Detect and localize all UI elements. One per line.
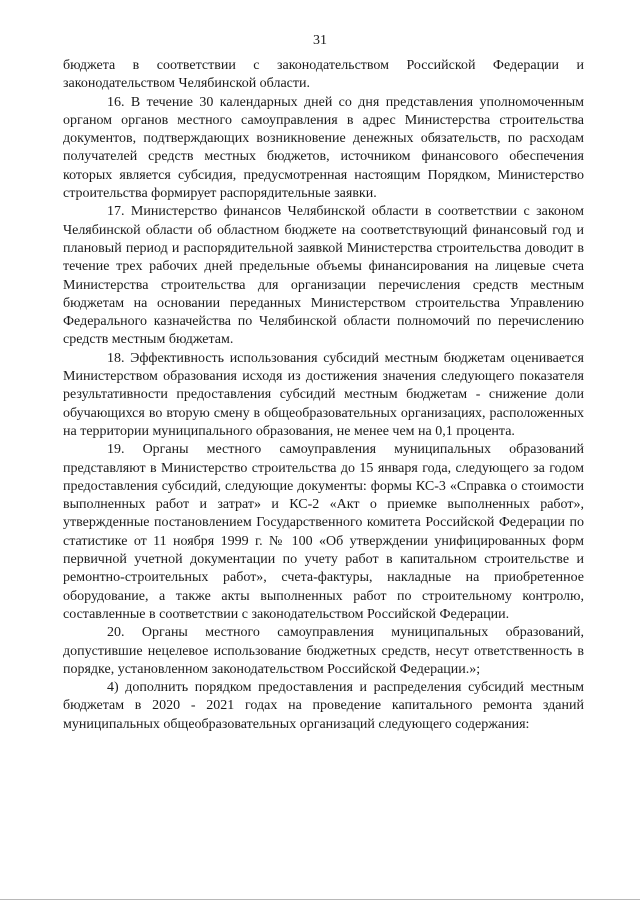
- document-body: [63, 57, 584, 734]
- paragraph-continuation: бюджета в соответствии с законодательством Российской Федерации и законодательством Челябинской области.: [63, 58, 584, 92]
- paragraph-19: 19. Органы местного самоуправления муниципальных образований представляют в Министерство строительства до 15 января года, следующего за годом предоставления субсидий, следующие документы: формы КС-3 «Справка о стоимости выполненных работ и затрат» и КС-2 «Акт о приемке выполненных работ», утвержденные постановлением Государственного комитета Российской Федерации по статистике от 11 ноября 1999 г. № 100 «Об утверждении унифицированных форм первичной учетной документации по учету работ в капитальном строительстве и ремонтно-строительных работ», счета-фактуры, накладные на приобретенное оборудование, а также акты выполненных работ по строительному контролю, составленные в соответствии с законодательством Российской Федерации.: [63, 442, 584, 622]
- paragraph-17: 17. Министерство финансов Челябинской области в соответствии с законом Челябинской области об областном бюджете на соответствующий финансовый год и плановый период и распорядительной заявкой Министерства строительства доводит в течение трех рабочих дней предельные объемы финансирования на лицевые счета Министерства строительства для организации перечисления средств местным бюджетам на основании переданных Министерством строительства Управлению Федерального казначейства по Челябинской области полномочий по перечислению средств местным бюджетам.: [63, 204, 584, 348]
- page-number: 31: [313, 33, 327, 48]
- paragraph-18: 18. Эффективность использования субсидий местным бюджетам оценивается Министерством образования исходя из достижения значения следующего показателя результативности предоставления субсидий местным бюджетам - снижение доли обучающихся во вторую смену в общеобразовательных организациях, расположенных на территории муниципального образования, не менее чем на 0,1 процента.: [63, 350, 584, 439]
- paragraph-20: 20. Органы местного самоуправления муниципальных образований, допустившие нецелевое использование бюджетных средств, несут ответственность в порядке, установленном законодательством Российской Федерации.»;: [63, 625, 584, 677]
- paragraph-16: 16. В течение 30 календарных дней со дня представления уполномоченным органом органов местного самоуправления в адрес Министерства строительства документов, подтверждающих возникновение денежных обязательств, по расходам получателей средств местных бюджетов, источником финансового обеспечения которых является субсидия, предусмотренная настоящим Порядком, Министерство строительства формирует распорядительные заявки.: [63, 94, 584, 202]
- paragraph-amendment-4: 4) дополнить порядком предоставления и распределения субсидий местным бюджетам в 2020 - 2021 годах на проведение капитального ремонта зданий муниципальных общеобразовательных организаций следующего содержания:: [63, 680, 584, 732]
- page-bottom-edge: [0, 899, 640, 900]
